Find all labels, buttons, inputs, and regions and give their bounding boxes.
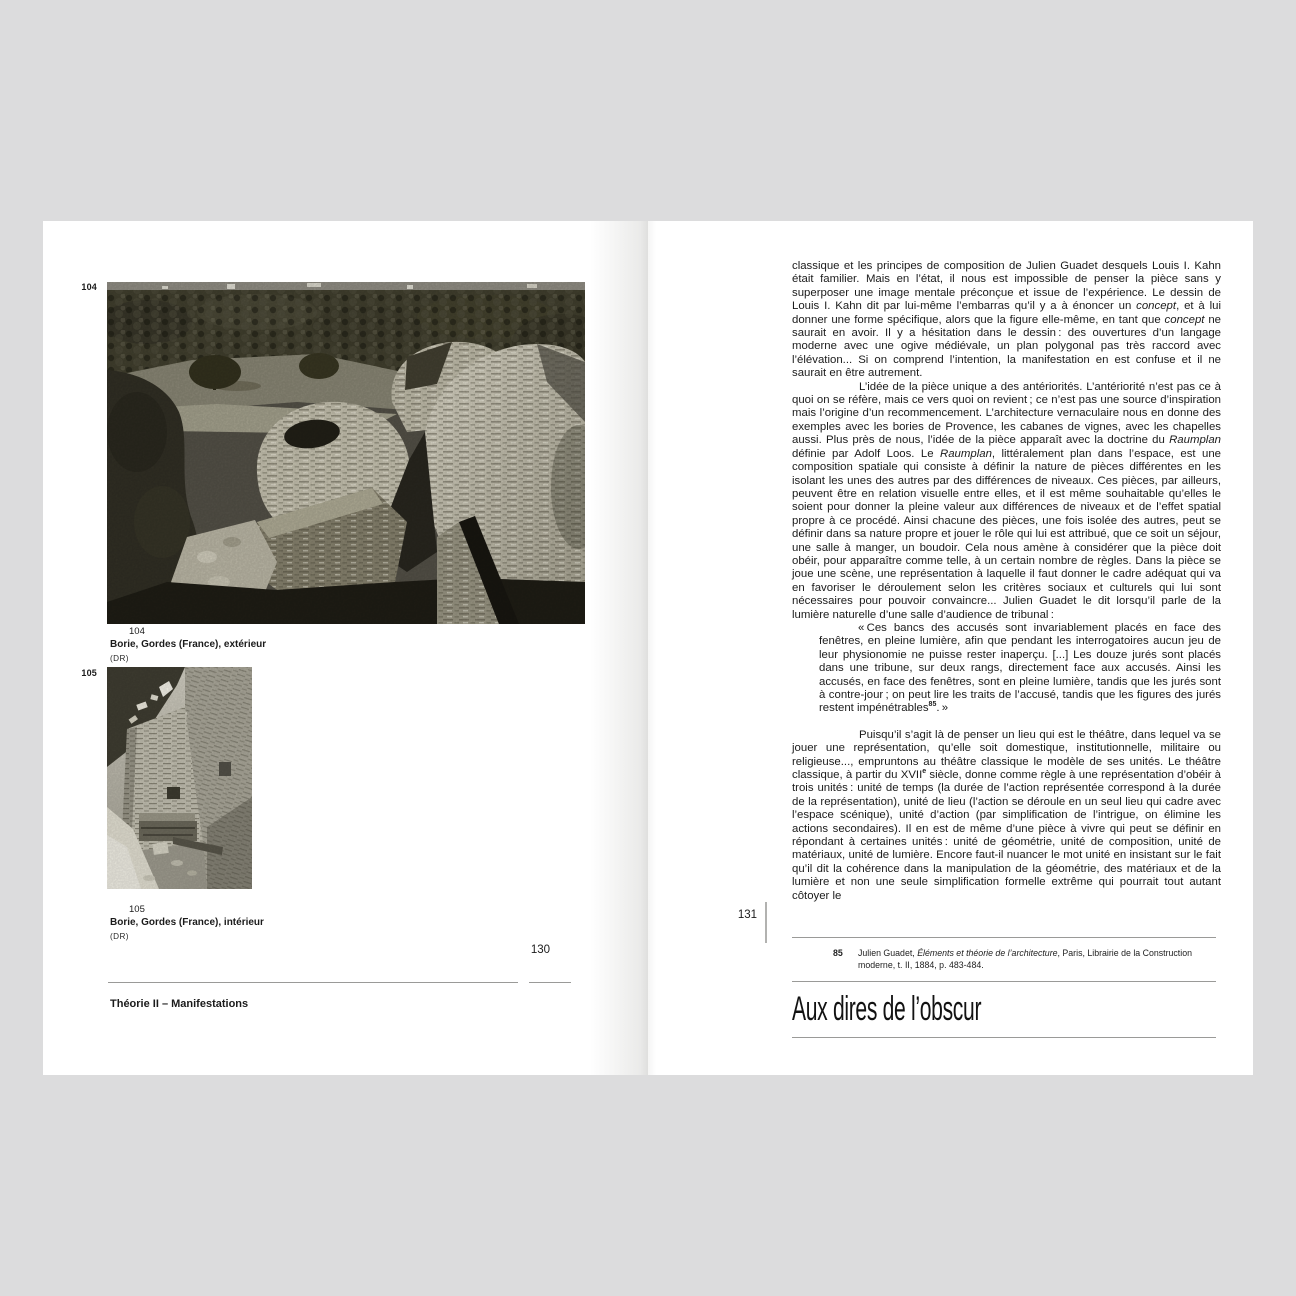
section-title: Aux dires de l’obscur [792, 990, 982, 1028]
body-paragraph: L’idée de la pièce unique a des antériorités. L’antériorité n’est pas ce à quoi on se réfère, mais ce vers quoi on revient ; ce n’est pas une source d’inspiration mais l’origine d’un recommencement. L’architecture vernaculaire nous en donne des exemples avec les bories de Provence, les cabanes de vignes, avec les chapelles aussi. Plus près de nous, l’idée de la pièce apparaît avec la doctrine du Raumplan définie par Adolf Loos. Le Raumplan, littéralement plan dans l’espace, est une composition spatiale qui consiste à définir la nature de pièces différentes en les isolant les unes des autres par des différences de niveaux. Ces pièces, par ailleurs, peuvent être en relation visuelle entre elles, et il est même souhaitable qu’elles le soient pour donner la pleine valeur aux différences de niveaux et de l’effet spatial propre à ce procédé. Ainsi chacune des pièces, une fois isolée des autres, peut se définir dans sa nature propre et jouer le rôle qui lui est attribué, que ce soit un séjour, une salle à manger, un boudoir. Cela nous amène à considérer que la pièce doit obéir, pour apparaître comme telle, à un certain nombre de règles. Dans la pièce se joue une scène, une représentation à laquelle il faut donner le cadre adéquat qui va en favoriser le déroulement selon les critères sociaux et culturels qui lui sont nécessaires pour pouvoir convaincre... Julien Guadet le dit lorsqu’il parle de la lumière naturelle d’une salle d’audience de tribunal : [792, 380, 1221, 621]
body-paragraph: Puisqu’il s’agit là de penser un lieu qui est le théâtre, dans lequel va se jouer une représentation, qu’elle soit domestique, institutionnelle, militaire ou religieuse..., empruntons au théâtre classique le modèle de ses unités. Le théâtre classique, à partir du XVIIe siècle, donne comme règle à une représentation d’obéir à trois unités : unité de temps (la durée de l’action représentée correspond à la durée de la représentation), unité de lieu (l’action se déroule en un seul lieu qui cadre avec l’espace scénique), unité d’action (par simplification de l’intrigue, on élimine les actions secondaires). Il en est de même d’une pièce à vivre qui peut se définir en répondant à certaines unités : unité de géométrie, unité de composition, unité de matériaux, unité de lumière. Encore faut-il nuancer le mot unité en insistant sur le fait qu’il dit la cohérence dans la manipulation de la géométrie, des matériaux et de la lumière et non une seule simplification formelle extrême qui pourrait tout autant côtoyer le [792, 728, 1221, 902]
page-left [43, 221, 648, 1075]
caption-105-number: 105 [129, 904, 145, 915]
figure-105 [107, 667, 252, 889]
page-number-left: 130 [530, 944, 550, 956]
section-title-rule-bottom [792, 1037, 1216, 1038]
body-paragraph: classique et les principes de composition de Julien Guadet desquels Louis I. Kahn était familier. Mais en l’état, il nous est impossible de penser la pièce sans y superposer une image mentale préconçue et issue de l’expérience. Le dessin de Louis I. Kahn dit par lui-même l’embarras qu’il y a à énoncer un concept, et à lui donner une forme spécifique, alors que la figure elle-même, en tant que concept ne saurait en avoir. Il y a hésitation dans le dessin : des ouvertures d’un langage moderne avec une ogive médiévale, un plan polygonal pas très raccord avec l’élévation... Si on comprend l’intention, la manifestation en est confuse et il ne saurait en être autrement. [792, 260, 1222, 380]
page-number-right: 131 [737, 909, 757, 921]
figure-margin-label-105: 105 [81, 668, 97, 678]
book-spread [43, 221, 1253, 1075]
chapter-footer-title: Théorie II – Manifestations [110, 998, 249, 1010]
section-title-rule-top [792, 981, 1216, 982]
footer-rule-short [529, 982, 571, 983]
margin-marker-rule [765, 902, 767, 943]
figure-105-image-borie-interior [107, 667, 252, 889]
caption-104 [110, 625, 266, 665]
figure-104 [107, 282, 585, 624]
footnote-text: Julien Guadet, Éléments et théorie de l’architecture, Paris, Librairie de la Construction moderne, t. II, 1884, p. 483-484. [858, 948, 1192, 970]
page-right [648, 221, 1253, 1075]
footer-rule-long [108, 982, 518, 983]
figure-104-image-borie-exterior [107, 282, 585, 624]
caption-104-number: 104 [129, 626, 145, 637]
footnote-85 [833, 948, 1218, 971]
caption-105-title: Borie, Gordes (France), intérieur [110, 917, 264, 928]
caption-104-title: Borie, Gordes (France), extérieur [110, 639, 267, 650]
caption-104-credit: (DR) [110, 654, 129, 663]
figure-margin-label-104: 104 [81, 282, 97, 292]
footnote-number: 85 [833, 948, 843, 958]
quote-paragraph: « Ces bancs des accusés sont invariablement placés en face des fenêtres, en pleine lumière, afin que pendant les interrogatoires aucun jeu de leur physionomie ne puisse rester inaperçu. [...] Les douze jurés sont placés dans une tribune, sur deux rangs, directement face aux accusés. Ainsi les accusés, en face des fenêtres, sont en pleine lumière, tandis que les jurés sont à contre-jour ; on peut lire les traits de l’accusé, tandis que les figures des jurés restent impénétrables$^{85}$. » [819, 621, 1221, 715]
caption-105-credit: (DR) [110, 932, 129, 941]
body-text-column [792, 260, 1221, 903]
caption-105 [110, 903, 264, 943]
footnote-divider-top [792, 937, 1216, 938]
